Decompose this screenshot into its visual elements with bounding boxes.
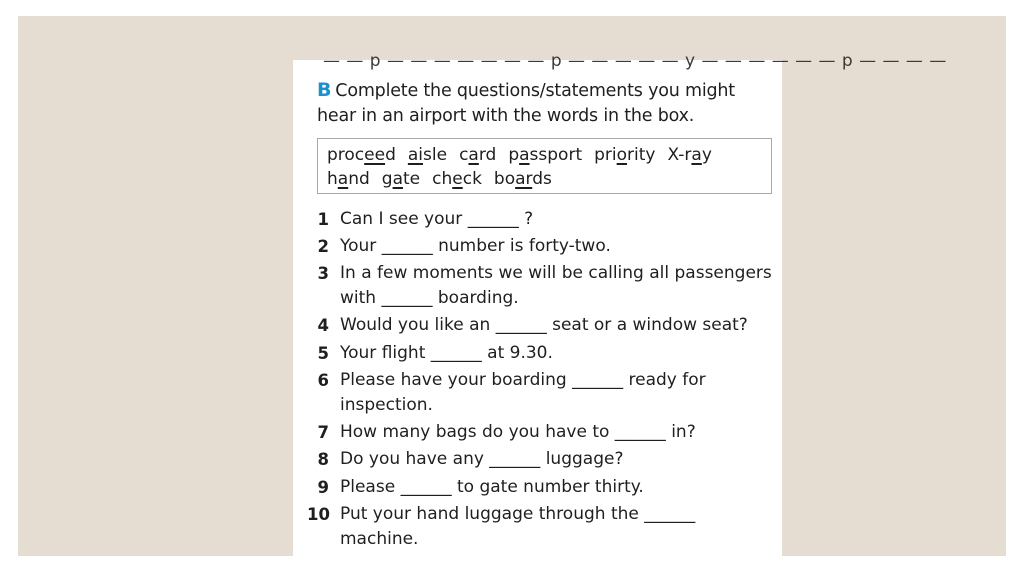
question-text <box>340 234 772 259</box>
question-text <box>340 475 772 500</box>
word-box-word: X-ray <box>667 145 712 165</box>
question-line: inspection. <box>340 395 433 415</box>
question-number: 8 <box>317 450 329 469</box>
question-line: Please have your boarding ______ ready for <box>340 370 706 390</box>
word-box-word: priority <box>594 145 656 165</box>
stressed-syllable: ee <box>364 145 386 165</box>
question-line: Can I see your ______ ? <box>340 209 534 229</box>
word-box-word: boards <box>493 169 552 189</box>
question-number: 1 <box>317 210 329 229</box>
stressed-syllable: a <box>519 145 530 165</box>
slide-background <box>18 16 1006 556</box>
question-line: Please ______ to gate number thirty. <box>340 477 644 497</box>
stressed-syllable: ai <box>407 145 424 165</box>
question-line: Do you have any ______ luggage? <box>340 449 624 469</box>
question-number: 6 <box>317 371 329 390</box>
stressed-syllable: e <box>452 169 463 189</box>
stressed-syllable: o <box>616 145 628 165</box>
textbook-page <box>293 51 947 560</box>
question-text <box>340 313 772 338</box>
question-line: machine. <box>340 529 419 549</box>
question-line: How many bags do you have to ______ in? <box>340 422 696 442</box>
exercise-letter: B <box>317 79 332 101</box>
word-box <box>317 138 772 194</box>
stressed-syllable: a <box>337 169 349 189</box>
instruction-text: Complete the questions/statements you might hear in an airport with the words in the box. <box>317 81 735 126</box>
question-text <box>340 261 772 311</box>
question-line: In a few moments we will be calling all passengers <box>340 263 772 283</box>
stressed-syllable: a <box>468 145 479 165</box>
word-box-word: hand <box>327 169 370 189</box>
word-box-word: passport <box>508 145 583 165</box>
stressed-syllable: a <box>691 145 702 165</box>
word-box-word: card <box>459 145 497 165</box>
question-number: 7 <box>317 423 329 442</box>
word-box-word: proceed <box>327 145 396 165</box>
question-number: 9 <box>317 478 329 497</box>
question-text <box>340 420 772 445</box>
question-line: Would you like an ______ seat or a window seat? <box>340 315 748 335</box>
word-box-word: check <box>432 169 482 189</box>
question-line: Your flight ______ at 9.30. <box>340 343 553 363</box>
question-text <box>340 447 772 472</box>
question-text <box>340 207 772 232</box>
question-line: with ______ boarding. <box>340 288 519 308</box>
word-box-word: gate <box>381 169 421 189</box>
exercise-instruction <box>317 78 767 129</box>
stressed-syllable: ar <box>515 169 533 189</box>
question-text <box>340 368 772 418</box>
previous-exercise-fragment: — — p — — — — — — — p — — — — — y — — — — — — p — — — — <box>323 51 947 71</box>
question-number: 5 <box>317 344 329 363</box>
stressed-syllable: a <box>392 169 403 189</box>
question-number: 3 <box>317 264 329 283</box>
word-box-row <box>327 167 762 191</box>
question-line: Put your hand luggage through the ______ <box>340 504 696 524</box>
question-text <box>340 502 772 552</box>
question-text <box>340 341 772 366</box>
word-box-word: aisle <box>407 145 448 165</box>
question-number: 10 <box>307 505 330 524</box>
question-line: Your ______ number is forty-two. <box>340 236 611 256</box>
question-number: 4 <box>317 316 329 335</box>
word-box-row <box>327 143 762 167</box>
question-number: 2 <box>317 237 329 256</box>
